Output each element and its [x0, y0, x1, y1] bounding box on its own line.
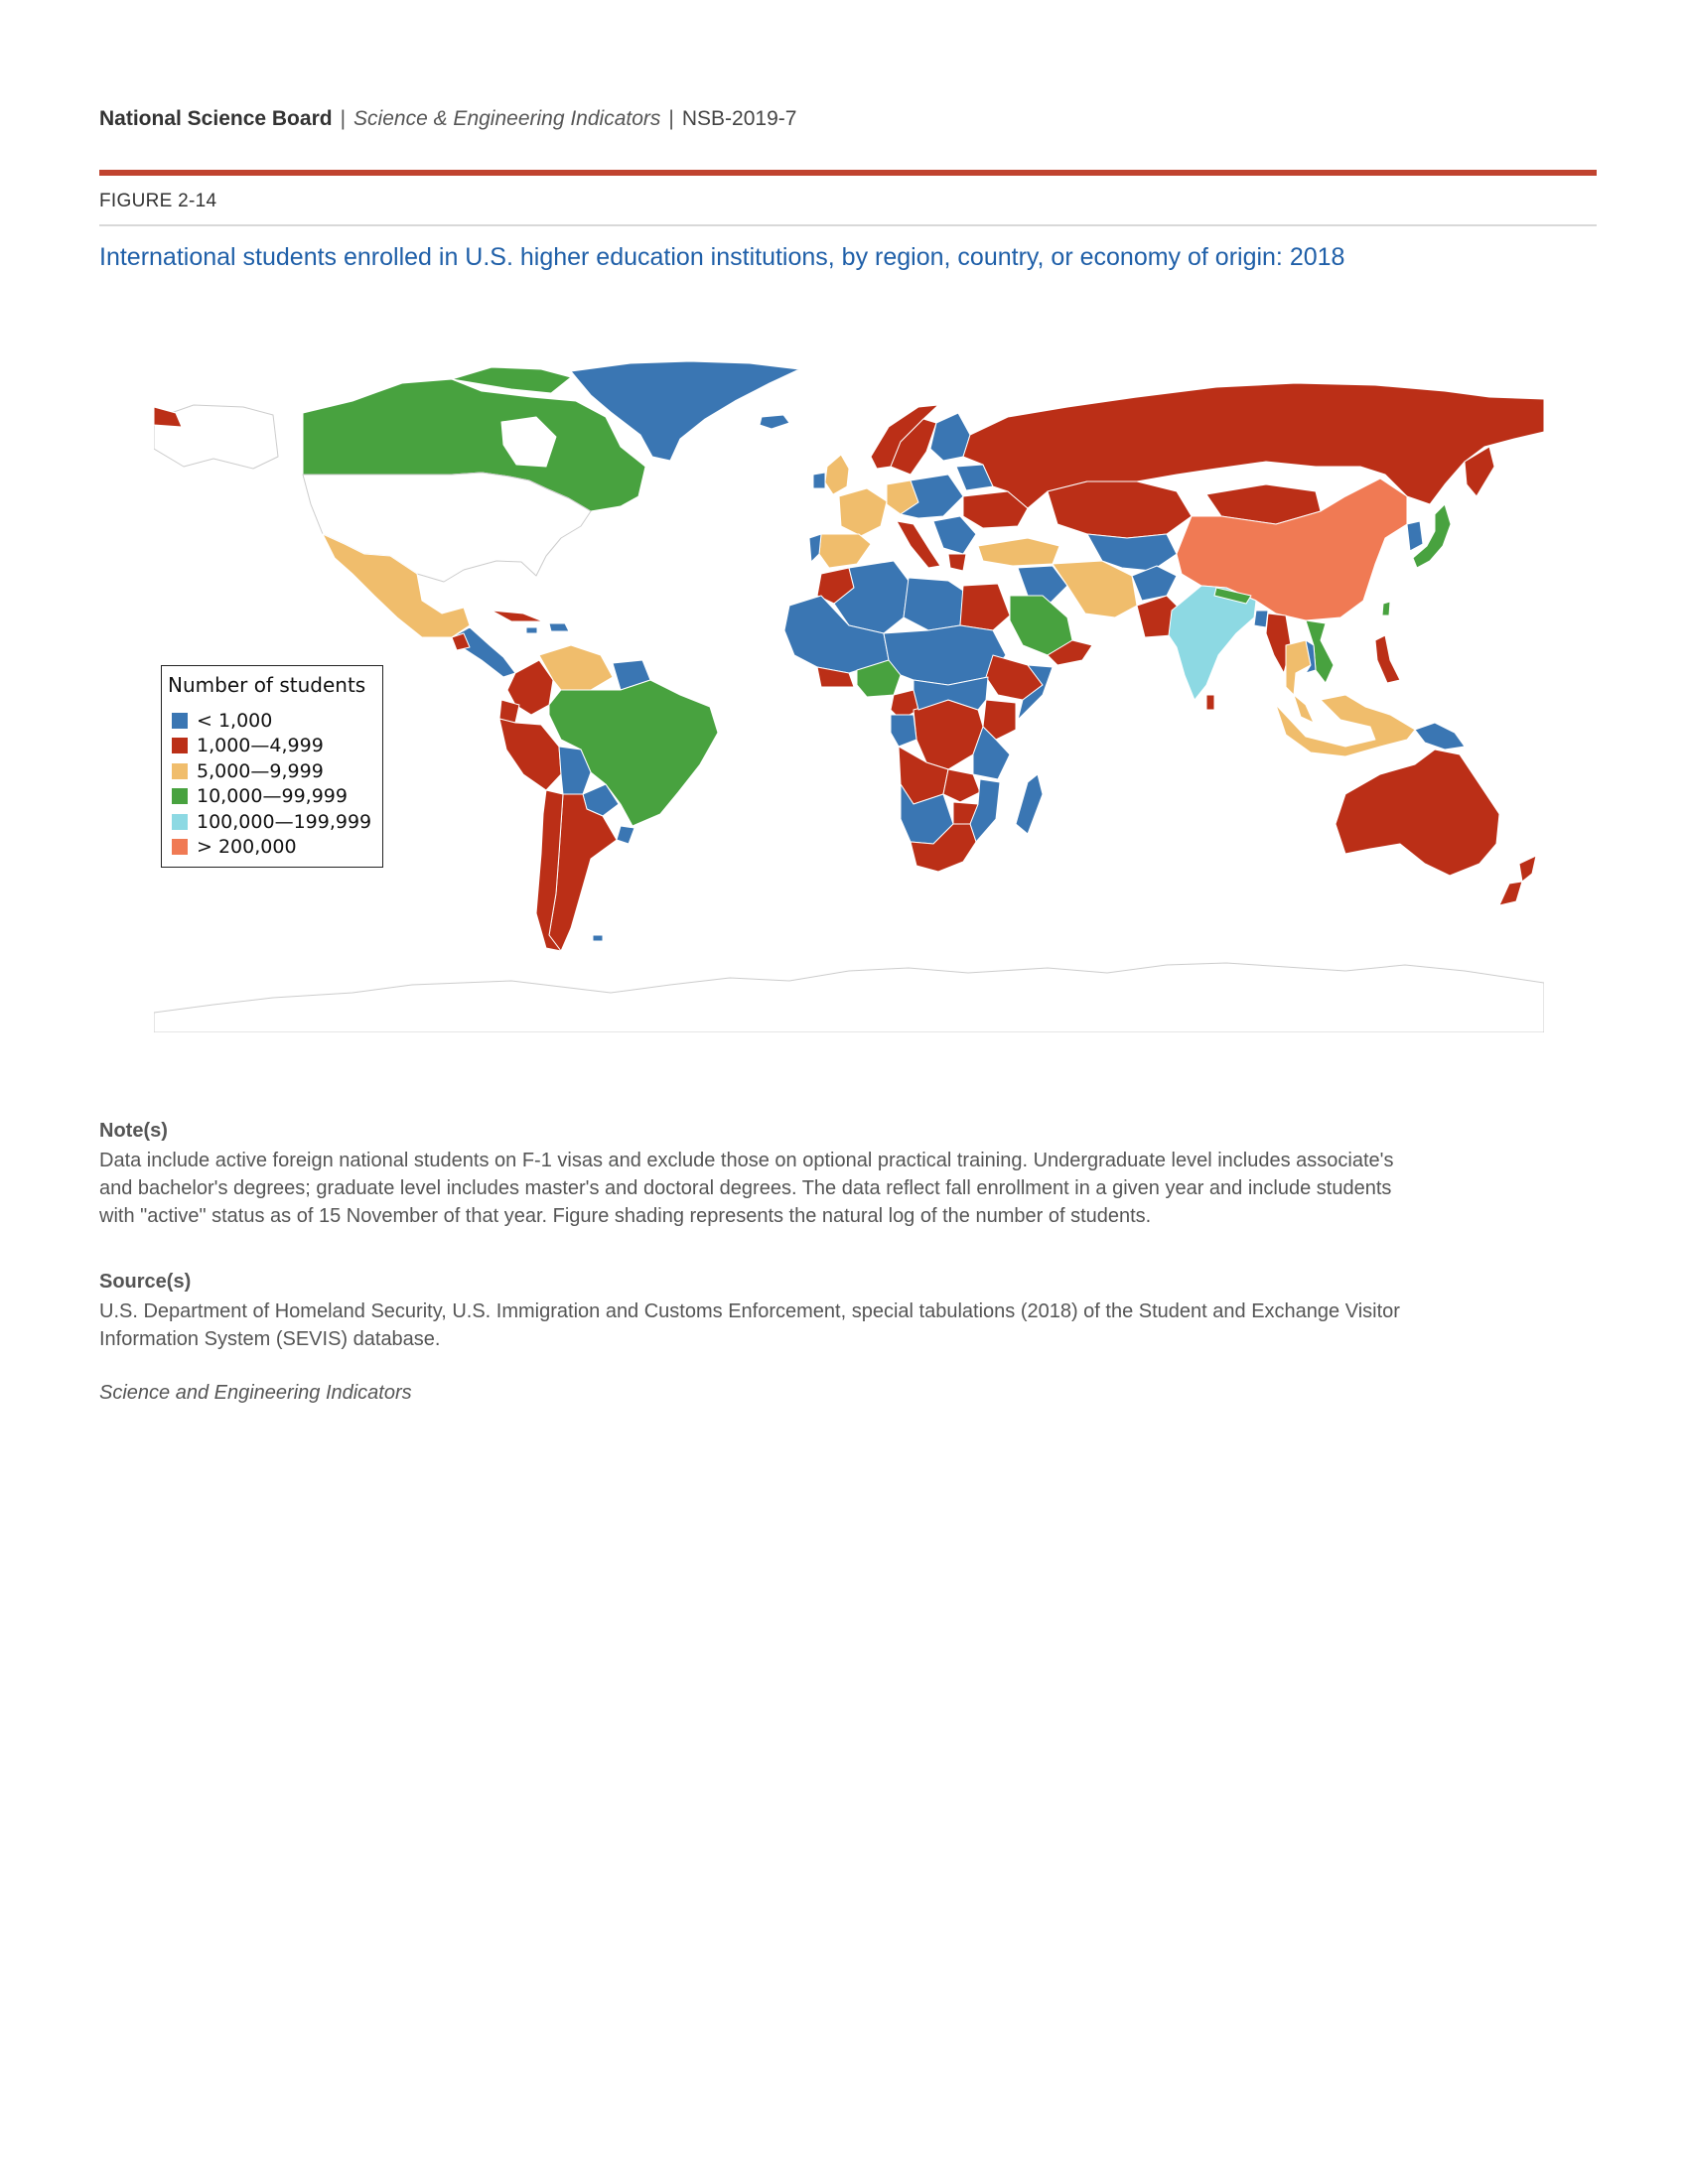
source-heading: Source(s)	[99, 1271, 192, 1293]
header-rule	[99, 170, 1597, 176]
region-taiwan	[1382, 602, 1390, 615]
region-malaysia	[1294, 695, 1314, 723]
region-greece	[948, 554, 966, 571]
region-libya	[904, 578, 963, 630]
legend-label: 5,000—9,999	[197, 759, 324, 782]
region-turkey	[978, 538, 1059, 566]
legend-swatch	[172, 839, 188, 855]
region-papua-new-guinea	[1415, 723, 1465, 750]
region-italy	[897, 521, 940, 568]
region-france	[839, 488, 887, 536]
region-new-zealand	[1519, 856, 1536, 882]
header-separator: |	[668, 107, 674, 130]
region-madagascar	[1016, 774, 1043, 834]
region-iceland	[760, 415, 789, 429]
legend-item	[172, 809, 371, 835]
region-uruguay	[617, 826, 634, 844]
region-cuba	[492, 611, 543, 621]
legend-label: 10,000—99,999	[197, 785, 348, 808]
legend-swatch	[172, 738, 188, 753]
legend-swatch	[172, 763, 188, 779]
source-line: Information System (SEVIS) database.	[99, 1328, 441, 1350]
header-org: National Science Board	[99, 107, 333, 130]
notes-line: and bachelor's degrees; graduate level includes master's and doctoral degrees. The data reflect fall enrollment in a given year and include students	[99, 1177, 1392, 1199]
region-ireland	[813, 473, 825, 488]
legend-swatch	[172, 814, 188, 830]
region-new-zealand-south	[1499, 882, 1522, 905]
region-bangladesh	[1254, 611, 1268, 627]
region-russia-east-tip	[154, 407, 182, 427]
legend-item	[172, 734, 371, 759]
notes-line: with "active" status as of 15 November of that year. Figure shading represents the natural log of the number of students.	[99, 1205, 1152, 1227]
legend-label: > 200,000	[197, 836, 297, 859]
footer-credit: Science and Engineering Indicators	[99, 1382, 412, 1404]
figure-title: International students enrolled in U.S. higher education institutions, by region, country, or economy of origin: 2018	[99, 243, 1345, 271]
region-hispaniola	[549, 623, 569, 631]
legend-label: 1,000—4,999	[197, 735, 324, 757]
header-publication: Science & Engineering Indicators	[353, 107, 661, 130]
region-balkans	[933, 516, 976, 554]
region-korea	[1407, 521, 1423, 551]
notes-body	[99, 1147, 1599, 1230]
figure-label: FIGURE 2-14	[99, 191, 217, 211]
map-legend	[161, 665, 383, 868]
figure-label-rule	[99, 224, 1597, 226]
region-spain	[819, 534, 871, 568]
legend-swatch	[172, 713, 188, 729]
legend-item	[172, 758, 371, 784]
legend-items	[172, 708, 371, 860]
legend-item	[172, 708, 371, 734]
region-kazakhstan	[1048, 481, 1192, 538]
region-gabon	[891, 715, 916, 747]
legend-item	[172, 835, 371, 861]
legend-label: 100,000—199,999	[197, 810, 372, 833]
region-philippines	[1375, 635, 1400, 683]
source-line: U.S. Department of Homeland Security, U.S. Immigration and Customs Enforcement, special tabulations (2018) of the Student and Exchange Visitor	[99, 1300, 1400, 1322]
legend-item	[172, 784, 371, 810]
notes-line: Data include active foreign national students on F-1 visas and exclude those on optional practical training. Undergraduate level includes associate's	[99, 1150, 1394, 1171]
region-australia	[1336, 750, 1499, 876]
region-peru	[499, 719, 561, 790]
region-united-kingdom	[825, 455, 849, 494]
region-iran	[1053, 561, 1137, 617]
notes-heading: Note(s)	[99, 1120, 168, 1142]
header-separator: |	[340, 107, 347, 130]
region-egypt	[960, 584, 1010, 630]
header-report-id: NSB-2019-7	[681, 107, 797, 130]
region-sri-lanka	[1206, 695, 1214, 710]
region-portugal	[809, 534, 821, 562]
region-falklands	[593, 935, 603, 941]
region-afghanistan	[1132, 566, 1177, 601]
legend-swatch	[172, 788, 188, 804]
region-antarctica	[154, 963, 1544, 1032]
source-body	[99, 1297, 1599, 1353]
legend-label: < 1,000	[197, 709, 273, 732]
report-header	[99, 107, 796, 131]
legend-title: Number of students	[168, 673, 366, 697]
region-jamaica	[526, 627, 537, 633]
